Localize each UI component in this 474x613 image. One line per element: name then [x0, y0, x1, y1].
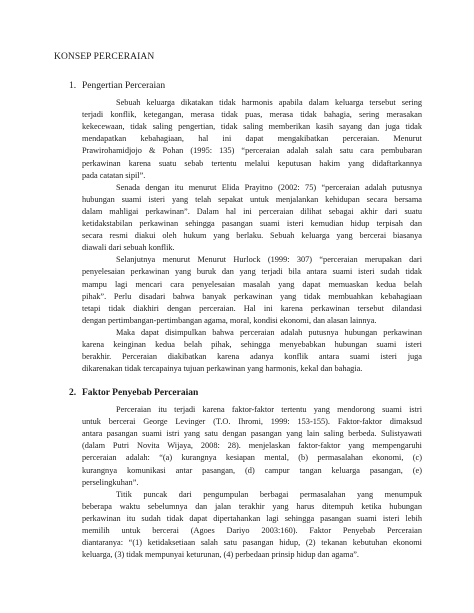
text-line: (dalam Putri Novita Wijaya, 2008: 28). menjelaskan faktor-faktor yang mempengaruhi — [82, 441, 422, 451]
text-line: mendapatkan kebahagiaan, hal ini dapat mengakibatkan perceraian. Menurut — [82, 134, 422, 144]
section-number: 1. — [69, 81, 77, 91]
section-title: Pengertian Perceraian — [82, 81, 166, 91]
text-line: dengan pertimbangan-pertimbangan agama, moral, kondisi ekonomi, dan alasan lainnya. — [82, 315, 377, 325]
text-line: mampu lagi mencari cara penyelesaian masalah yang dapat memuaskan kedua belah — [82, 279, 422, 289]
text-line: tetapi tidak diakhiri dengan perceraian. Hal ini karena perkawinan tersebut dilandasi — [82, 303, 422, 313]
text-line: terjadi konflik, ketegangan, merasa tidak puas, merasa tidak bahagia, sering merasakan — [82, 110, 422, 120]
text-line: perkawinan karena suatu sebab tertentu melalui keputusan hakim yang didaftarkannya — [82, 158, 422, 168]
text-line: dalam mahligai perkawinan”. Dalam hal ini perceraian dilihat sebagai akhir dari suatu — [82, 206, 422, 216]
text-line: kurangnya komunikasi antar pasangan, (d) campur tangan keluarga pasangan, (e) — [82, 465, 422, 475]
text-line: memilih untuk bercerai (Agoes Dariyo 2003:160). Faktor Penyebab Perceraian — [82, 526, 422, 535]
text-line: secara resmi diakui oleh hukum yang berlaku. Sebuah keluarga yang bercerai biasanya — [82, 231, 422, 241]
section-heading-pengertian — [69, 81, 165, 91]
text-line: Maka dapat disimpulkan bahwa perceraian adalah putusnya hubungan perkawinan — [116, 327, 422, 337]
text-line: karena keinginan kedua belah pihak, sehingga menyebabkan hubungan suami isteri — [82, 340, 422, 349]
text-line: antara pasangan suami istri yang satu dengan pasangan yang lain saling berbeda. Sulistyawati — [82, 429, 422, 439]
text-line: diawali dari sebuah konflik. — [82, 243, 175, 253]
text-line: Titik puncak dari pengumpulan berbagai permasalahan yang menumpuk — [116, 489, 422, 499]
section-number: 2. — [69, 388, 77, 398]
text-line: Sebuah keluarga dikatakan tidak harmonis apabila dalam keluarga tersebut sering — [116, 98, 422, 107]
text-line: Prawirohamidjojo & Pohan (1995: 135) “perceraian adalah salah satu cara pembubaran — [82, 146, 422, 156]
document-title: KONSEP PERCERAIAN — [54, 52, 155, 62]
text-line: Senada dengan itu menurut Elida Prayitno (2002: 75) “perceraian adalah putusnya — [116, 182, 422, 192]
text-line: untuk bercerai George Levinger (T.O. Ihromi, 1999: 153-155). Faktor-faktor dimaksud — [82, 417, 422, 427]
text-line: keluarga, (3) tidak mempunyai keturunan, (4) perbedaan prinsip hidup dan agama”. — [82, 550, 360, 560]
text-line: perkawinan itu sudah tidak dapat dipertahankan lagi sehingga pasangan suami isteri lebih — [82, 513, 422, 523]
text-line: kekecewaan, tidak saling pengertian, tidak saling memberikan kasih sayang dan juga tidak — [82, 122, 422, 132]
text-line: beberapa waktu sebelumnya dan jalan terakhir yang harus ditempuh ketika hubungan — [82, 501, 422, 511]
text-line: Perceraian itu terjadi karena faktor-faktor tertentu yang mendorong suami istri — [116, 405, 422, 414]
text-line: dikarenakan tidak tercapainya tujuan perkawinan yang harmonis, kekal dan bahagia. — [82, 364, 363, 374]
text-line: penyelesaian perkawinan yang buruk dan yang terjadi bila antara suami isteri sudah tidak — [82, 267, 422, 277]
text-line: pihak”. Perlu disadari bahwa banyak perkawinan yang tidak membuahkan kebahagiaan — [82, 291, 422, 301]
text-line: berakhir. Perceraian diakibatkan karena adanya konflik antara suami isteri juga — [82, 352, 422, 362]
section-heading-faktor — [69, 388, 198, 398]
section-title: Faktor Penyebab Perceraian — [82, 388, 199, 398]
text-line: pada catatan sipil”. — [82, 170, 146, 180]
text-line: Selanjutnya menurut Menurut Hurlock (1999: 307) “perceraian merupakan dari — [116, 255, 422, 265]
text-line: hubungan suami isteri yang telah sepakat untuk menjalankan kehidupan secara bersama — [82, 194, 422, 204]
text-line: ketidakstabilan perkawinan sehingga pasangan suami isteri kemudian hidup terpisah dan — [82, 219, 422, 228]
text-line: diantaranya: “(1) ketidaksetiaan salah satu pasangan hidup, (2) tekanan kebutuhan ekonomi — [82, 538, 422, 548]
text-line: perceraian adalah: “(a) kurangnya kesiapan mental, (b) permasalahan ekonomi, (c) — [82, 453, 422, 463]
text-line: perselingkuhan”. — [82, 477, 139, 487]
